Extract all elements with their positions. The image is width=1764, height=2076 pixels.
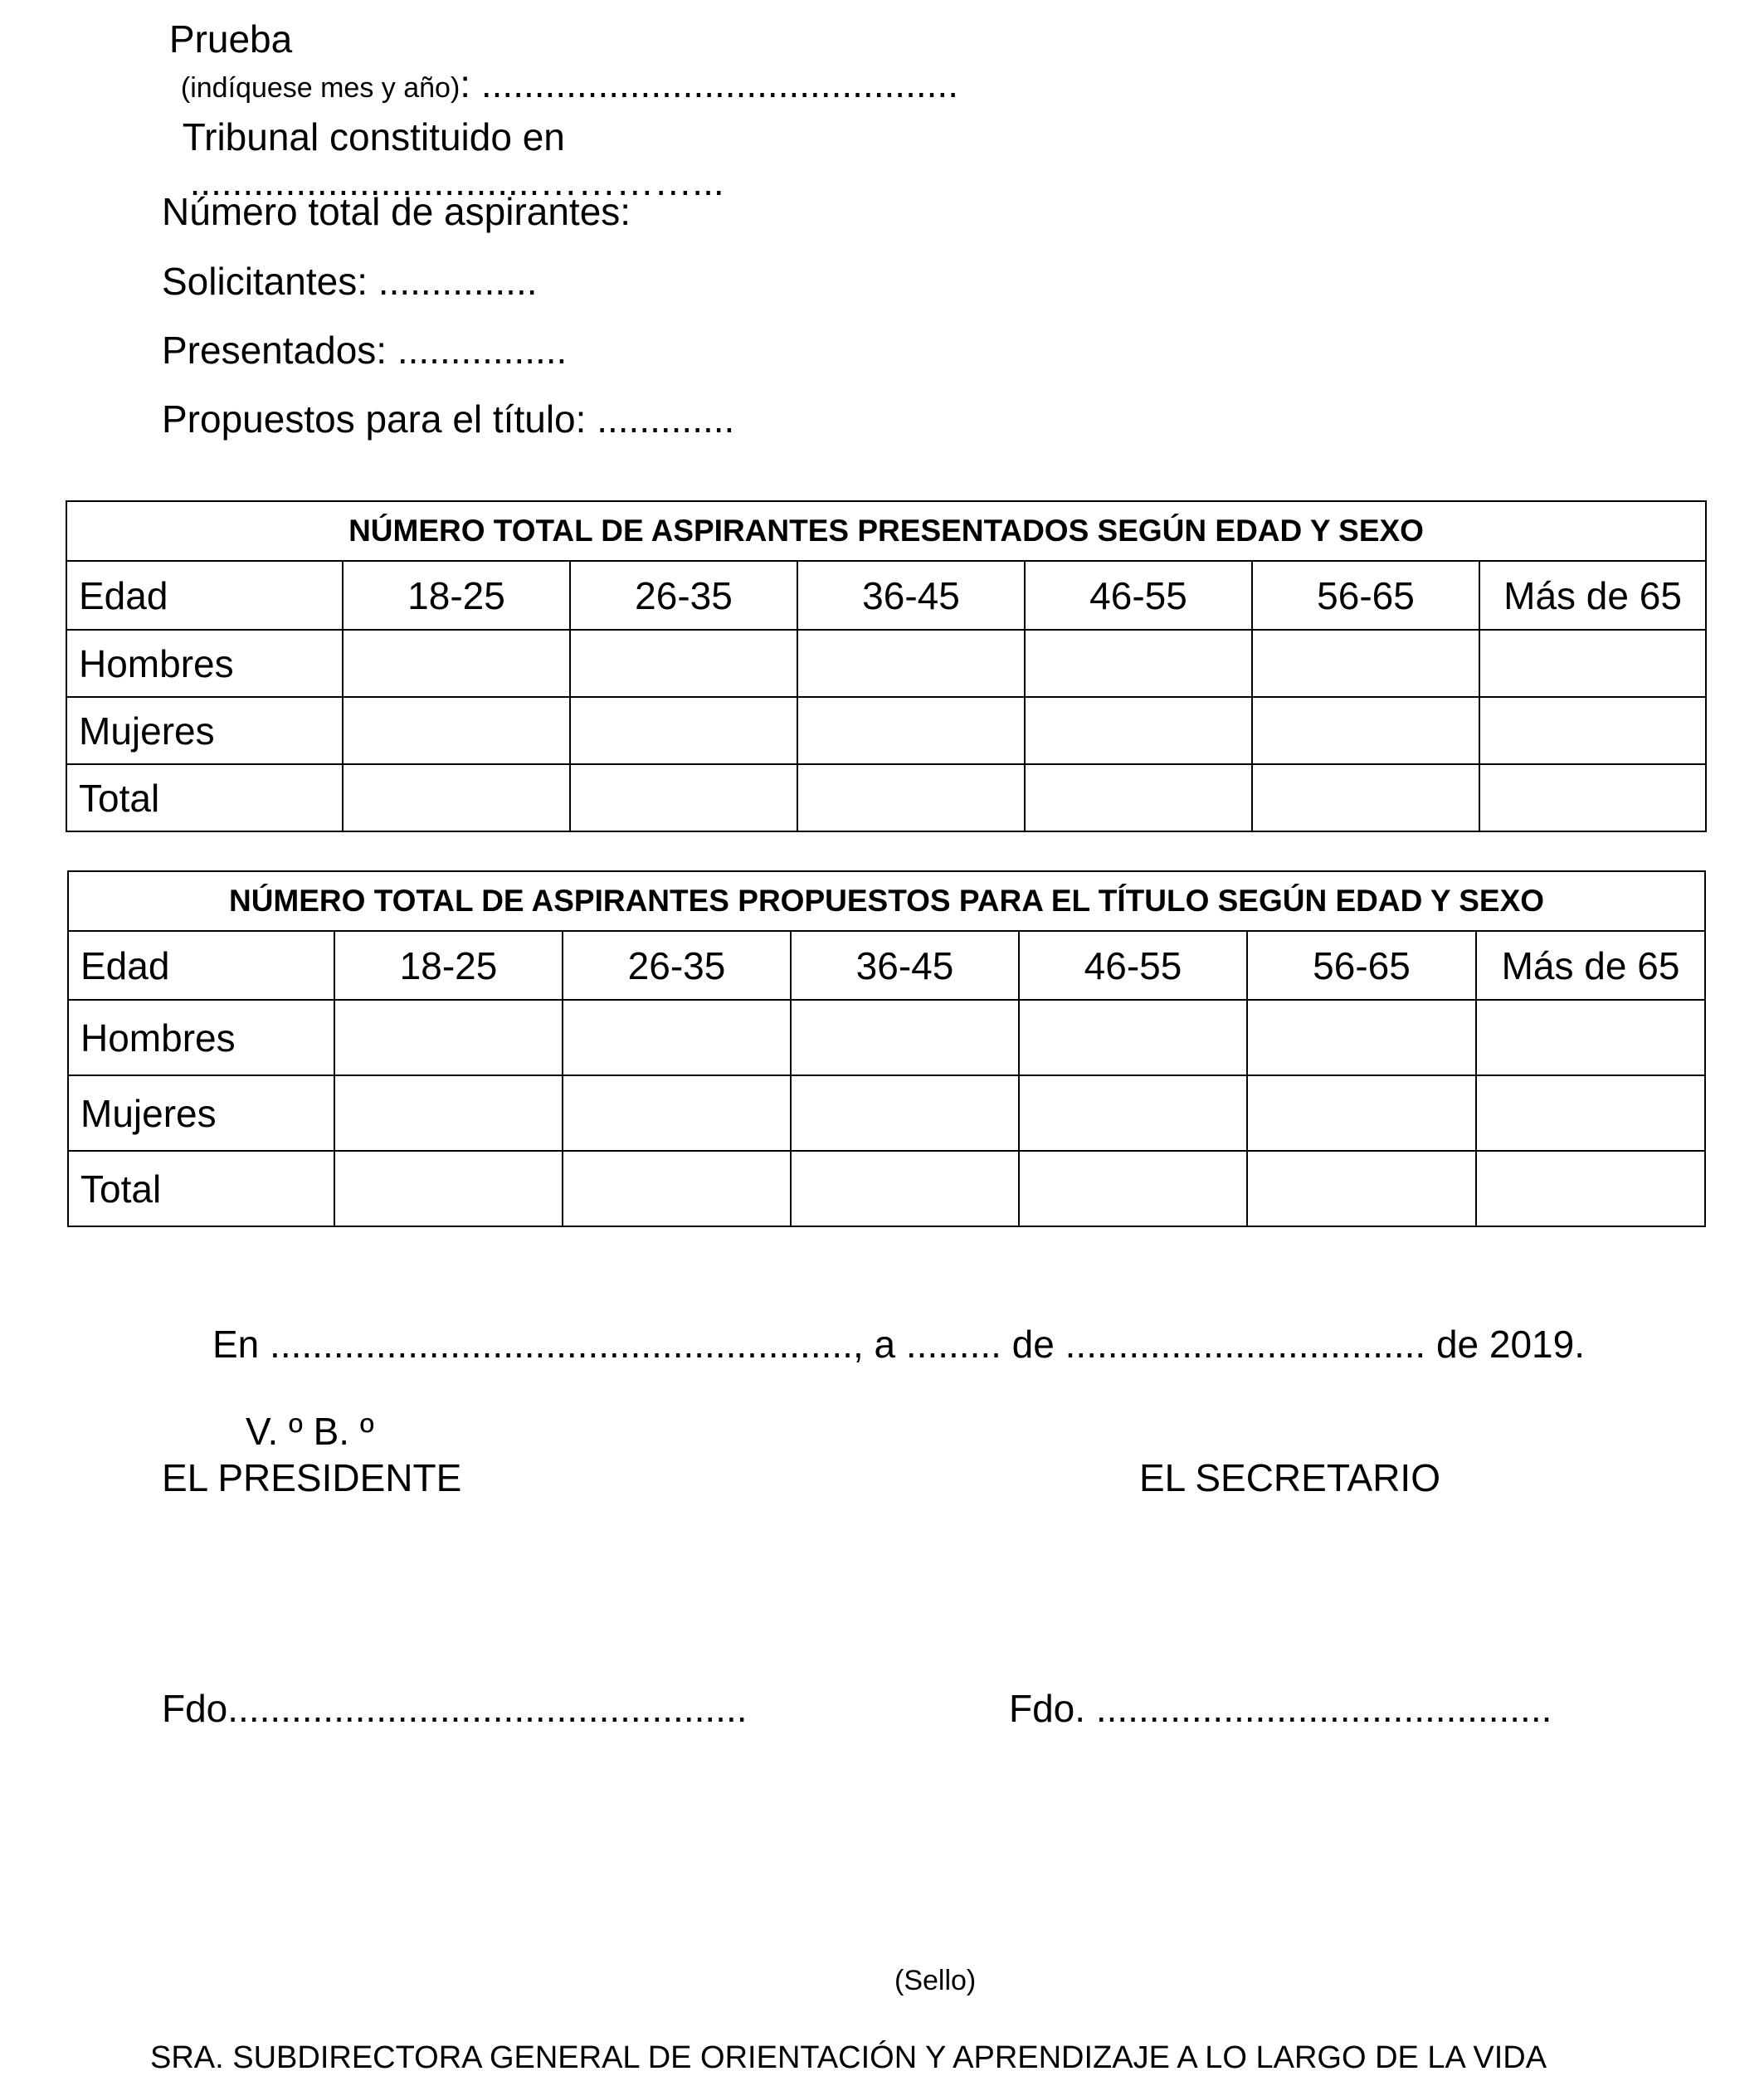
table-cell[interactable]: [797, 697, 1025, 764]
table-row: [68, 1151, 1705, 1226]
prueba-hint: (indíquese mes y año): [180, 72, 460, 104]
column-header: 56-65: [1252, 561, 1479, 630]
column-header: 36-45: [797, 561, 1025, 630]
table-cell[interactable]: [570, 697, 797, 764]
table-cell[interactable]: [343, 697, 570, 764]
table-cell[interactable]: [1476, 1000, 1705, 1075]
stamp-label: (Sello): [894, 1965, 977, 1996]
table-row: [66, 764, 1706, 831]
table-cell[interactable]: [1479, 697, 1706, 764]
table-cell[interactable]: [791, 1151, 1019, 1226]
column-header: 46-55: [1025, 561, 1252, 630]
row-label: Total: [66, 764, 343, 831]
row-label: Hombres: [68, 1000, 334, 1075]
table-cell[interactable]: [1247, 1000, 1476, 1075]
table-cell[interactable]: [1247, 1151, 1476, 1226]
table-cell[interactable]: [334, 1151, 563, 1226]
place-date-line: En ......................................................., a ......... de .................................. de 2019.: [212, 1323, 1586, 1366]
table-row: [68, 1000, 1705, 1075]
propuestos-line: Propuestos para el título: .............: [162, 397, 735, 441]
row-label: Total: [68, 1151, 334, 1226]
table-cell[interactable]: [1019, 1000, 1247, 1075]
column-header: 18-25: [334, 931, 563, 1000]
column-header: 46-55: [1019, 931, 1247, 1000]
president-signature-line: Fdo.................................................: [162, 1687, 748, 1730]
table-cell[interactable]: [343, 630, 570, 697]
table-cell[interactable]: [563, 1000, 791, 1075]
column-header: Edad: [66, 561, 343, 630]
table-cell[interactable]: [1252, 764, 1479, 831]
table-cell[interactable]: [334, 1000, 563, 1075]
tribunal-line: [162, 70, 724, 204]
table-cell[interactable]: [1019, 1075, 1247, 1151]
prueba-label: Prueba: [168, 17, 293, 61]
row-label: Hombres: [66, 630, 343, 697]
table-cell[interactable]: [791, 1075, 1019, 1151]
addressee-line: SRA. SUBDIRECTORA GENERAL DE ORIENTACIÓN Y APRENDIZAJE A LO LARGO DE LA VIDA: [150, 2040, 1547, 2075]
table-row: [66, 697, 1706, 764]
table-cell[interactable]: [570, 630, 797, 697]
president-label: EL PRESIDENTE: [162, 1456, 462, 1499]
table-cell[interactable]: [797, 630, 1025, 697]
solicitantes-line: Solicitantes: ...............: [162, 260, 538, 303]
table-cell[interactable]: [563, 1151, 791, 1226]
tribunal-fill: .................................…………...: [189, 160, 724, 203]
column-header: Más de 65: [1476, 931, 1705, 1000]
vobo-label: V. º B. º: [246, 1410, 374, 1453]
table-cell[interactable]: [1025, 764, 1252, 831]
column-header: 36-45: [791, 931, 1019, 1000]
table-cell[interactable]: [334, 1075, 563, 1151]
table-cell[interactable]: [1247, 1075, 1476, 1151]
table-cell[interactable]: [1252, 697, 1479, 764]
table-cell[interactable]: [1025, 630, 1252, 697]
table-cell[interactable]: [1025, 697, 1252, 764]
tribunal-label: Tribunal constituido en: [182, 115, 565, 158]
table-cell[interactable]: [1476, 1075, 1705, 1151]
column-header: Más de 65: [1479, 561, 1706, 630]
table-cell[interactable]: [343, 764, 570, 831]
secretary-signature-line: Fdo. ...........................................: [1009, 1687, 1552, 1730]
table-title: NÚMERO TOTAL DE ASPIRANTES PROPUESTOS PARA EL TÍTULO SEGÚN EDAD Y SEXO: [68, 871, 1705, 931]
presentados-line: Presentados: ................: [162, 329, 568, 372]
table-cell[interactable]: [1019, 1151, 1247, 1226]
prueba-fill: : .............................................: [460, 62, 958, 105]
table-row: [66, 630, 1706, 697]
table-cell[interactable]: [1476, 1151, 1705, 1226]
table-row: [68, 1075, 1705, 1151]
table-cell[interactable]: [797, 764, 1025, 831]
table-cell[interactable]: [1479, 630, 1706, 697]
row-label: Mujeres: [66, 697, 343, 764]
column-header: 56-65: [1247, 931, 1476, 1000]
secretary-label: EL SECRETARIO: [1139, 1456, 1440, 1499]
table-cell[interactable]: [563, 1075, 791, 1151]
row-label: Mujeres: [68, 1075, 334, 1151]
table-cell[interactable]: [1479, 764, 1706, 831]
total-aspirantes-label: Número total de aspirantes:: [162, 190, 631, 233]
column-header: 18-25: [343, 561, 570, 630]
table-cell[interactable]: [791, 1000, 1019, 1075]
column-header: Edad: [68, 931, 334, 1000]
column-header: 26-35: [570, 561, 797, 630]
column-header: 26-35: [563, 931, 791, 1000]
propuestos-table: [67, 870, 1706, 1227]
table-cell[interactable]: [570, 764, 797, 831]
presentados-table: [66, 500, 1707, 832]
table-title: NÚMERO TOTAL DE ASPIRANTES PRESENTADOS SEGÚN EDAD Y SEXO: [66, 501, 1706, 561]
table-cell[interactable]: [1252, 630, 1479, 697]
